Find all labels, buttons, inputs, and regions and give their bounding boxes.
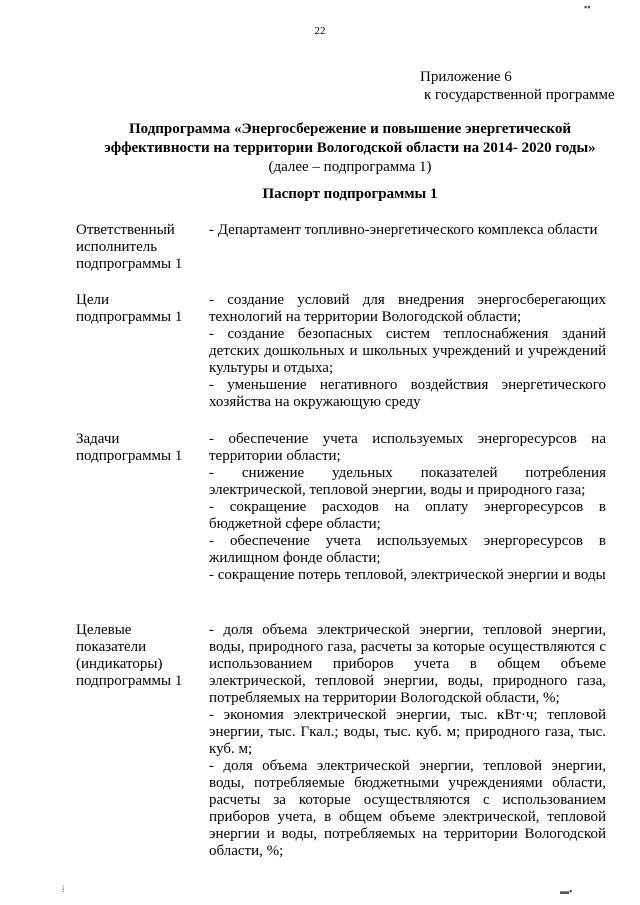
title-line-3: (далее – подпрограмма 1) [268,159,432,175]
document-title [0,120,640,177]
row-item: - снижение удельных показателей потребления электрической, тепловой энергии, воды и природного газа; [209,465,606,498]
row-item: - сокращение потерь тепловой, электрической энергии и воды [209,567,606,583]
row-label [76,292,201,326]
row-item: - создание условий для внедрения энергосберегающих технологий на территории Вологодской области; [209,292,606,325]
title-line-1: Подпрограмма «Энергосбережение и повышение энергетической [128,121,572,137]
appendix-note [420,68,615,104]
row-label-line: (индикаторы) [76,656,163,672]
row-label-line: Цели [76,292,110,308]
title-line-2: эффективности на территории Вологодской области на 2014- 2020 годы» [104,140,596,156]
page-number: 22 [314,25,326,37]
row-label [76,222,201,273]
row-label-line: подпрограммы 1 [76,309,183,325]
appendix-line-1: Приложение 6 [420,69,512,85]
row-label-line: показатели [76,639,147,655]
row-label-line: Ответственный [76,222,175,238]
scan-mark-right: ▬▪ [560,886,573,896]
row-label-line: подпрограммы 1 [76,448,183,464]
scan-mark-top: ▪▪ [584,2,591,12]
appendix-line-2: к государственной программе [424,87,615,103]
row-item: - Департамент топливно-энергетического комплекса области [209,222,598,238]
scan-mark-left: ⁞ [62,884,65,894]
row-label-line: подпрограммы 1 [76,256,183,272]
row-label-line: Задачи [76,431,120,447]
row-content [209,222,606,239]
row-content [209,292,606,411]
row-label [76,431,201,465]
row-item: - сокращение расходов на оплату энергоресурсов в бюджетной сфере области; [209,499,606,532]
row-item: - создание безопасных систем теплоснабжения зданий детских дошкольных и школьных учреждений и учреждений культуры и отдыха; [209,326,606,376]
row-item: - обеспечение учета используемых энергоресурсов на территории области; [209,431,606,464]
row-item: - уменьшение негативного воздействия энергетического хозяйства на окружающую среду [209,377,606,410]
passport-title: Паспорт подпрограммы 1 [262,186,438,202]
row-label-line: подпрограммы 1 [76,673,183,689]
row-label [76,622,201,690]
row-item: - экономия электрической энергии, тыс. кВт·ч; тепловой энергии, тыс. Гкал.; воды, тыс. куб. м; природного газа, тыс. куб. м; [209,707,606,757]
row-item: - доля объема электрической энергии, тепловой энергии, воды, природного газа, расчеты за которые осуществляются с использованием приборов учета в общем объеме электрической, тепловой энергии, воды, природного газа, потребляемых на территории Вологодской области, %; [209,622,606,706]
row-content [209,431,606,584]
row-content [209,622,606,860]
row-label-line: Целевые [76,622,132,638]
row-item: - доля объема электрической энергии, тепловой энергии, воды, потребляемые бюджетными учреждениями области, расчеты за которые осуществляются с использованием приборов учета, в общем объеме электрической, тепловой энергии и воды, потребляемых на территории Вологодской области, %; [209,758,606,859]
row-label-line: исполнитель [76,239,158,255]
row-item: - обеспечение учета используемых энергоресурсов в жилищном фонде области; [209,533,606,566]
